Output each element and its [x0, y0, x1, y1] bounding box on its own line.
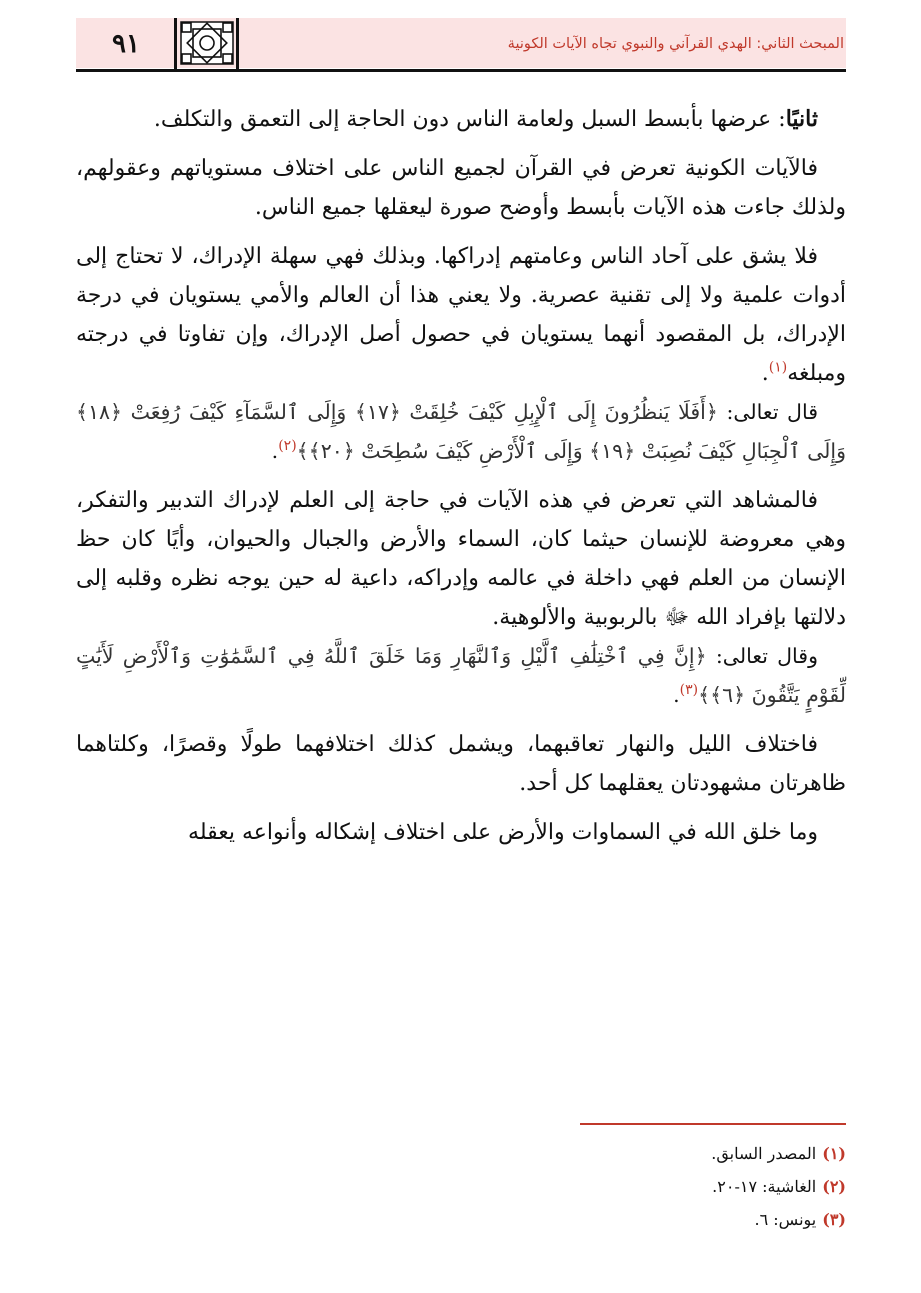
- footnote-text: يونس: ٦.: [754, 1210, 817, 1229]
- paragraph: [76, 637, 846, 715]
- footnote-item: [500, 1203, 846, 1236]
- footnote-number: (٢): [822, 1177, 846, 1196]
- verse-intro: وقال تعالى:: [706, 644, 818, 668]
- paragraph-end: .: [673, 683, 680, 707]
- paragraph: وما خلق الله في السماوات والأرض على اختلاف إشكاله وأنواعه يعقله: [188, 820, 818, 845]
- footnotes: [500, 1137, 846, 1236]
- paragraph: فالمشاهد التي تعرض في هذه الآيات في حاجة إلى العلم لإدراك التدبير والتفكر، وهي معروضة للإنسان حيثما كان، السماء والأرض والجبال والحيوان، وأيًا كان حظ الإنسان من العلم فهي داخلة في عالمه وإدراكه، داعية له حين يوجه نظره وقلبه إلى دلالتها بإفراد الله ﷻ بالربوبية والألوهية.: [76, 488, 846, 630]
- page-header: [76, 18, 846, 72]
- page-number: ٩١: [112, 29, 140, 59]
- footnote-separator: [580, 1123, 846, 1125]
- ornament-divider: [174, 18, 177, 69]
- footnote-ref[interactable]: (١): [768, 359, 788, 376]
- footnote-item: [500, 1137, 846, 1170]
- ornament-icon: [178, 20, 236, 66]
- footnote-text: المصدر السابق.: [711, 1144, 817, 1163]
- lead-word: ثانيًا: [785, 106, 818, 132]
- quran-verse: ﴿أَفَلَا يَنظُرُونَ إِلَى ٱلْإِبِلِ كَيْفَ خُلِقَتْ ﴿١٧﴾ وَإِلَى ٱلسَّمَآءِ كَيْفَ رُفِعَتْ ﴿١٨﴾ وَإِلَى ٱلْجِبَالِ كَيْفَ نُصِبَتْ ﴿١٩﴾ وَإِلَى ٱلْأَرْضِ كَيْفَ سُطِحَتْ ﴿٢٠﴾﴾: [76, 400, 846, 463]
- running-title: المبحث الثاني: الهدي القرآني والنبوي تجاه الآيات الكونية: [507, 36, 844, 52]
- main-text: [76, 100, 846, 852]
- paragraph-end: .: [761, 361, 769, 386]
- paragraph: [76, 100, 846, 139]
- footnote-text: الغاشية: ١٧-٢٠.: [712, 1177, 817, 1196]
- paragraph-text: فلا يشق على آحاد الناس وعامتهم إدراكها. وبذلك فهي سهلة الإدراك، لا تحتاج إلى أدوات علمية ولا إلى تقنية عصرية. ولا يعني هذا أن العالم والأمي يستويان في درجة الإدراك، بل المقصود أنهما يستويان في حصول أصل الإدراك، وإن تفاوتا في درجته ومبلغه: [76, 244, 846, 386]
- header-rule: [76, 69, 846, 72]
- footnote-ref[interactable]: (٢): [278, 438, 297, 455]
- paragraph-end: .: [271, 439, 279, 463]
- footnote-item: [500, 1170, 846, 1203]
- footnote-number: (١): [822, 1144, 846, 1163]
- paragraph: [76, 237, 846, 393]
- footnote-number: (٣): [822, 1210, 846, 1229]
- paragraph: [76, 393, 846, 471]
- footnote-ref[interactable]: (٣): [679, 682, 699, 699]
- verse-intro: قال تعالى:: [717, 400, 818, 424]
- ornament-divider: [236, 18, 239, 69]
- paragraph: فالآيات الكونية تعرض في القرآن لجميع الناس على اختلاف مستوياتهم وعقولهم، ولذلك جاءت هذه الآيات بأبسط وأوضح صورة ليعقلها جميع الناس.: [76, 156, 846, 220]
- paragraph-text: : عرضها بأبسط السبل ولعامة الناس دون الحاجة إلى التعمق والتكلف.: [153, 107, 786, 132]
- paragraph: فاختلاف الليل والنهار تعاقبهما، ويشمل كذلك اختلافهما طولًا وقصرًا، وكلتاهما ظاهرتان مشهودتان يعقلهما كل أحد.: [76, 732, 846, 796]
- quran-verse: ﴿إِنَّ فِي ٱخْتِلَٰفِ ٱلَّيْلِ وَٱلنَّهَارِ وَمَا خَلَقَ ٱللَّهُ فِي ٱلسَّمَٰوَٰتِ وَٱلْأَرْضِ لَأَيَٰتٍ لِّقَوْمٍ يَتَّقُونَ ﴿٦﴾﴾: [76, 644, 846, 707]
